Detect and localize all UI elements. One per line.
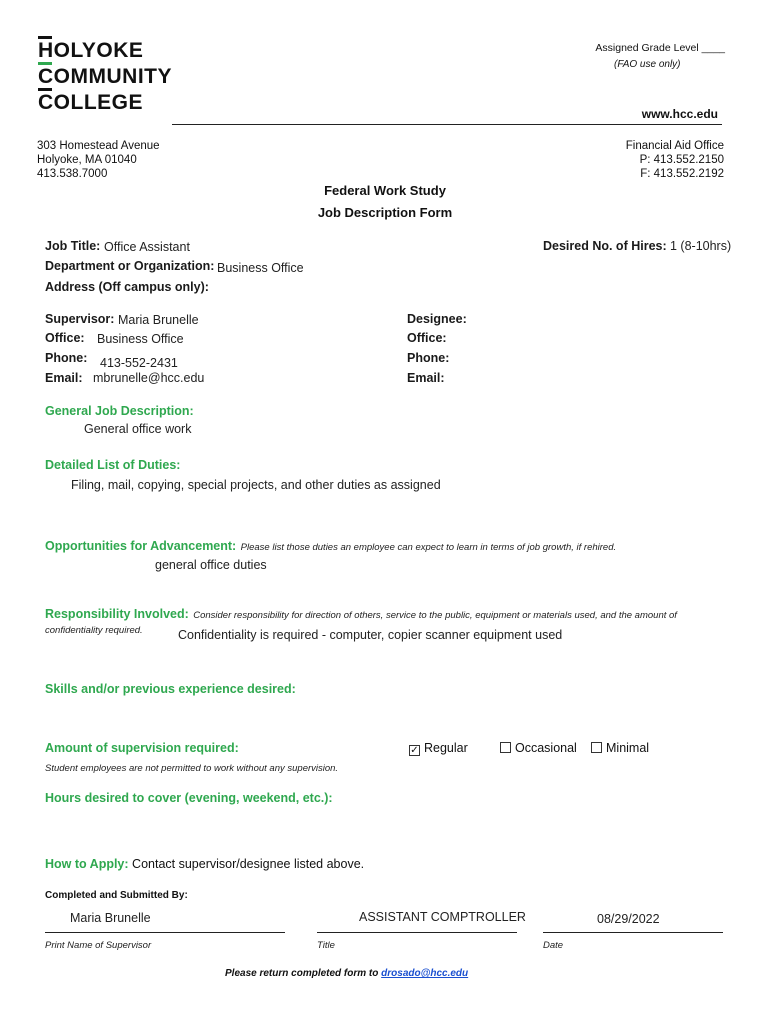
designee-office-label: Office: (407, 331, 447, 345)
advancement-label: Opportunities for Advancement: (45, 539, 237, 553)
college-address (37, 139, 160, 181)
address-city: Holyoke, MA 01040 (37, 154, 137, 166)
logo-line-2: COMMUNITY (38, 65, 172, 88)
office-fax: F: 413.552.2192 (640, 168, 724, 180)
job-title-value[interactable]: Office Assistant (104, 240, 190, 254)
designee-phone-label: Phone: (407, 351, 450, 365)
supervisor-office-label: Office: (45, 331, 85, 345)
supervisor-email-value[interactable]: mbrunelle@hcc.edu (93, 371, 205, 385)
supervision-label: Amount of supervision required: (45, 741, 239, 755)
advancement-row (45, 537, 616, 555)
supervision-note: Student employees are not permitted to work without any supervision. (45, 763, 339, 774)
option-minimal-label: Minimal (606, 741, 650, 755)
general-description-value[interactable]: General office work (84, 422, 192, 436)
title-caption: Title (317, 940, 335, 951)
apply-value: Contact supervisor/designee listed above. (132, 857, 365, 871)
advancement-value[interactable]: general office duties (155, 558, 267, 572)
checkbox-icon[interactable] (591, 742, 602, 753)
logo-line-1: HOLYOKE (38, 39, 144, 62)
name-caption: Print Name of Supervisor (45, 940, 152, 951)
option-regular-label: Regular (424, 741, 468, 755)
hires-value[interactable]: 1 (8-10hrs) (670, 239, 732, 253)
checkbox-checked-icon[interactable]: ✓ (410, 745, 419, 756)
return-email-link[interactable]: drosado@hcc.edu (381, 968, 469, 979)
skills-label: Skills and/or previous experience desired: (45, 682, 296, 696)
option-regular[interactable] (409, 741, 468, 756)
supervisor-value[interactable]: Maria Brunelle (118, 313, 199, 327)
job-title-label: Job Title: (45, 239, 101, 253)
department-value[interactable]: Business Office (217, 261, 304, 275)
return-note (225, 968, 468, 979)
hires-label: Desired No. of Hires: (543, 239, 667, 253)
responsibility-hint: Consider responsibility for direction of others, service to the public, equipment or materials used, and the amount of (193, 610, 677, 621)
form-title: Federal Work Study (324, 183, 446, 198)
supervisor-phone-value[interactable]: 413-552-2431 (100, 356, 178, 370)
name-signature-line (45, 932, 285, 933)
department-label: Department or Organization: (45, 259, 215, 273)
title-signature-line (317, 932, 517, 933)
designee-email-label: Email: (407, 371, 445, 385)
responsibility-row (45, 605, 677, 623)
supervisor-office-value[interactable]: Business Office (97, 332, 184, 346)
address-phone: 413.538.7000 (37, 168, 108, 180)
submission-heading: Completed and Submitted By: (45, 890, 188, 901)
office-phone: P: 413.552.2150 (639, 154, 724, 166)
date-signature-line (543, 932, 723, 933)
college-logo (38, 40, 172, 118)
address-label: Address (Off campus only): (45, 280, 209, 294)
website: www.hcc.edu (641, 107, 718, 121)
designee-label: Designee: (407, 312, 467, 326)
supervisor-label: Supervisor: (45, 312, 115, 326)
grade-level: Assigned Grade Level ____ (595, 42, 725, 54)
option-occasional-label: Occasional (515, 741, 577, 755)
apply-label: How to Apply: (45, 857, 129, 871)
duties-label: Detailed List of Duties: (45, 458, 181, 472)
option-minimal[interactable] (591, 741, 649, 755)
fao-use-note: (FAO use only) (614, 59, 681, 70)
checkbox-icon[interactable] (500, 742, 511, 753)
responsibility-hint-2: confidentiality required. (45, 625, 143, 636)
office-name: Financial Aid Office (625, 140, 724, 152)
date-value[interactable]: 08/29/2022 (597, 912, 660, 926)
hours-label: Hours desired to cover (evening, weekend, etc.): (45, 791, 333, 805)
general-description-label: General Job Description: (45, 404, 194, 418)
supervisor-name-value[interactable]: Maria Brunelle (70, 911, 151, 925)
supervisor-phone-label: Phone: (45, 351, 88, 365)
form-subtitle: Job Description Form (317, 205, 453, 220)
financial-aid-office (626, 139, 724, 181)
logo-line-3: COLLEGE (38, 91, 144, 114)
option-occasional[interactable] (500, 741, 577, 755)
responsibility-label: Responsibility Involved: (45, 607, 189, 621)
header-divider (172, 124, 722, 125)
title-value[interactable]: ASSISTANT COMPTROLLER (359, 910, 526, 924)
address-street: 303 Homestead Avenue (37, 140, 160, 152)
return-text: Please return completed form to (225, 968, 379, 979)
advancement-hint: Please list those duties an employee can expect to learn in terms of job growth, if rehired. (240, 542, 617, 553)
duties-value[interactable]: Filing, mail, copying, special projects, and other duties as assigned (71, 478, 441, 492)
responsibility-value[interactable]: Confidentiality is required - computer, copier scanner equipment used (178, 628, 563, 642)
supervisor-email-label: Email: (45, 371, 83, 385)
date-caption: Date (543, 940, 564, 951)
apply-row (45, 857, 364, 871)
